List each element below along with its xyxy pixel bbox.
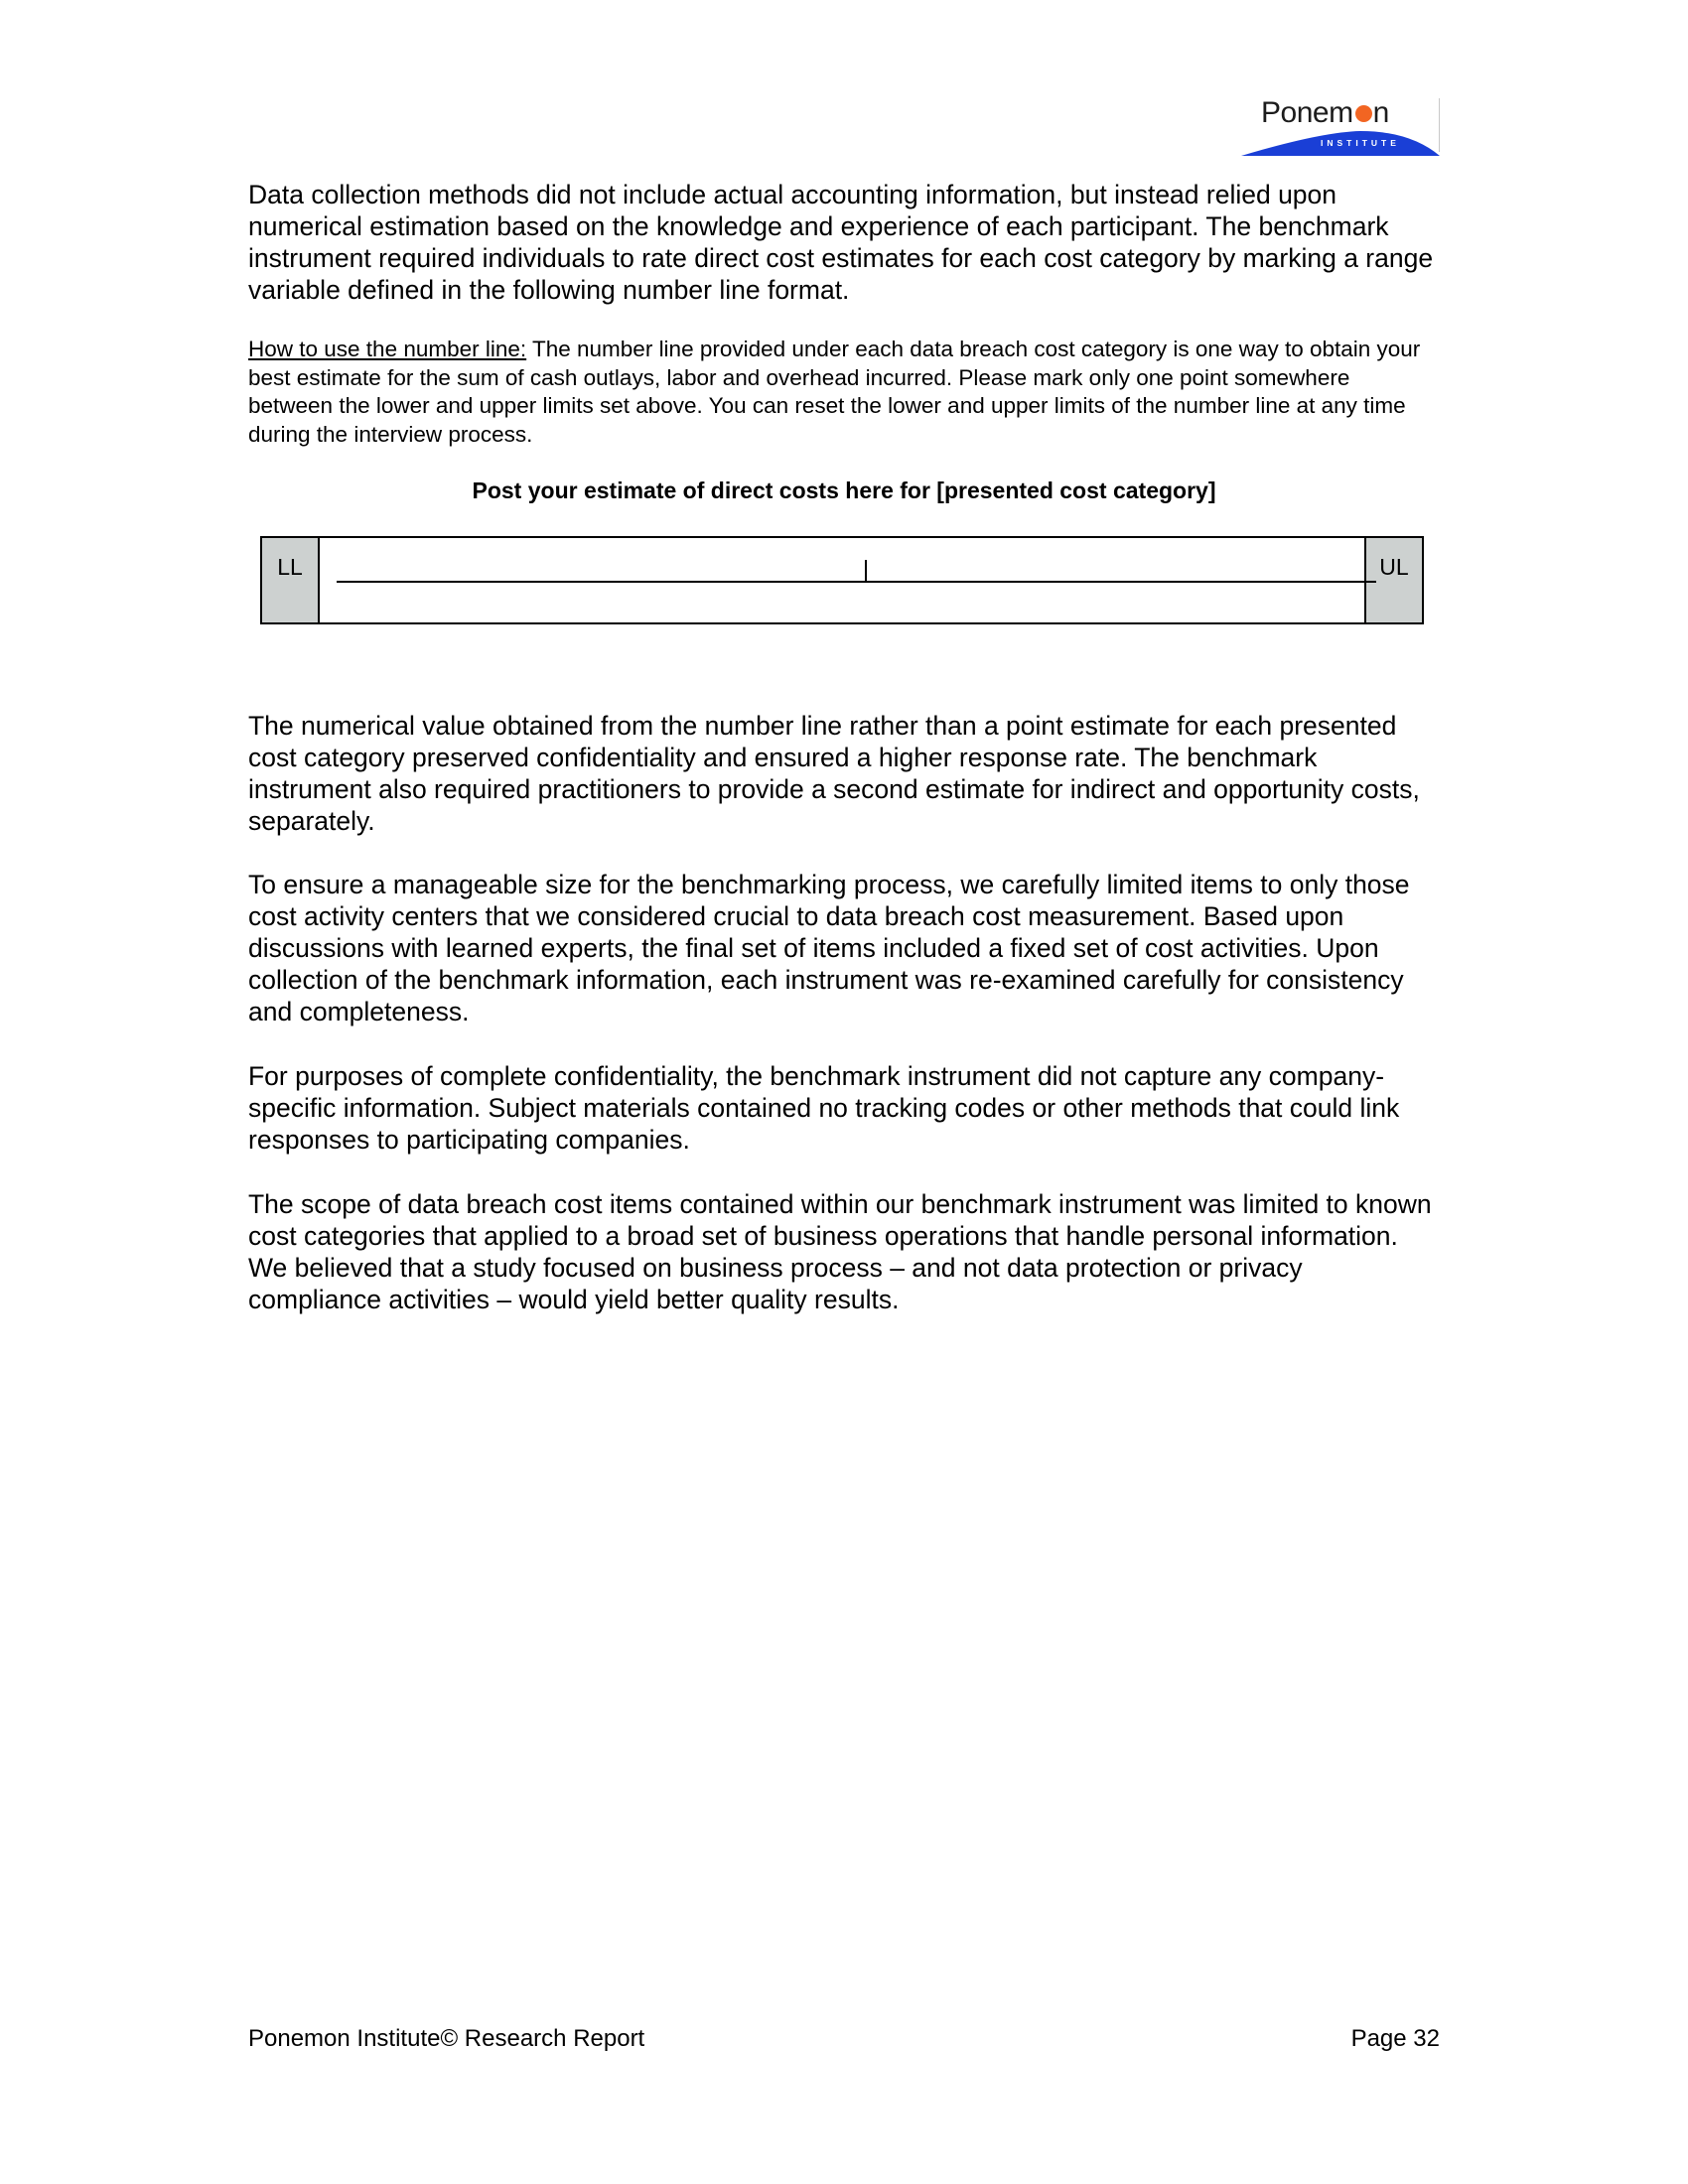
instructions-label: How to use the number line: <box>248 337 527 361</box>
paragraph-numerical-value: The numerical value obtained from the number line rather than a point estimate for each presented cost category preserved confidentiality and ensured a higher response rate. The benchmark instrument also required practitioners to provide a second estimate for indirect and opportunity costs, separately. <box>248 711 1420 836</box>
number-line-right-segment <box>867 581 1376 583</box>
logo-subtitle: INSTITUTE <box>1321 138 1400 148</box>
number-line-instructions <box>248 336 1440 449</box>
paragraph-scope: The scope of data breach cost items contained within our benchmark instrument was limited to known cost categories that applied to a broad set of business operations that handle personal information. We believed that a study focused on business process – and not data protection or privacy compliance activities – would yield better quality results. <box>248 1189 1432 1314</box>
upper-limit-label: UL <box>1364 538 1422 622</box>
paragraph-data-collection: Data collection methods did not include actual accounting information, but instead relied upon numerical estimation based on the knowledge and experience of each participant. The benchmark instrument required individuals to rate direct cost estimates for each cost category by marking a range variable defined in the following number line format. <box>248 180 1434 305</box>
logo-name-end: n <box>1372 96 1389 129</box>
footer-page-number: Page 32 <box>1350 2025 1440 2052</box>
instructions-text: The number line provided under each data breach cost category is one way to obtain your best estimate for the sum of cash outlays, labor and overhead incurred. Please mark only one point somewhere between the lower and upper limits set above. You can reset the lower and upper limits of the number line at any time during the interview process. <box>248 337 1421 447</box>
number-line-heading: Post your estimate of direct costs here for [presented cost category] <box>472 478 1216 503</box>
lower-limit-label: LL <box>262 538 320 622</box>
paragraph-confidentiality: For purposes of complete confidentiality, the benchmark instrument did not capture any company-specific information. Subject materials contained no tracking codes or other methods that could link responses to participating companies. <box>248 1061 1400 1155</box>
number-line-left-segment <box>337 581 865 583</box>
number-line-midpoint-tick <box>865 560 867 583</box>
logo-divider <box>1439 98 1440 152</box>
logo-name-start: Ponem <box>1261 96 1353 129</box>
orange-dot-icon <box>1355 105 1372 122</box>
ponemon-logo <box>1241 94 1440 156</box>
number-line-track <box>320 538 1364 622</box>
footer-report-title: Ponemon Institute© Research Report <box>248 2025 645 2052</box>
paragraph-manageable-size: To ensure a manageable size for the benchmarking process, we carefully limited items to only those cost activity centers that we considered crucial to data breach cost measurement. Based upon discussions with learned experts, the final set of items included a fixed set of cost activities. Upon collection of the benchmark information, each instrument was re-examined carefully for consistency and completeness. <box>248 870 1410 1026</box>
logo-wordmark <box>1261 96 1389 130</box>
number-line-box <box>260 536 1424 624</box>
